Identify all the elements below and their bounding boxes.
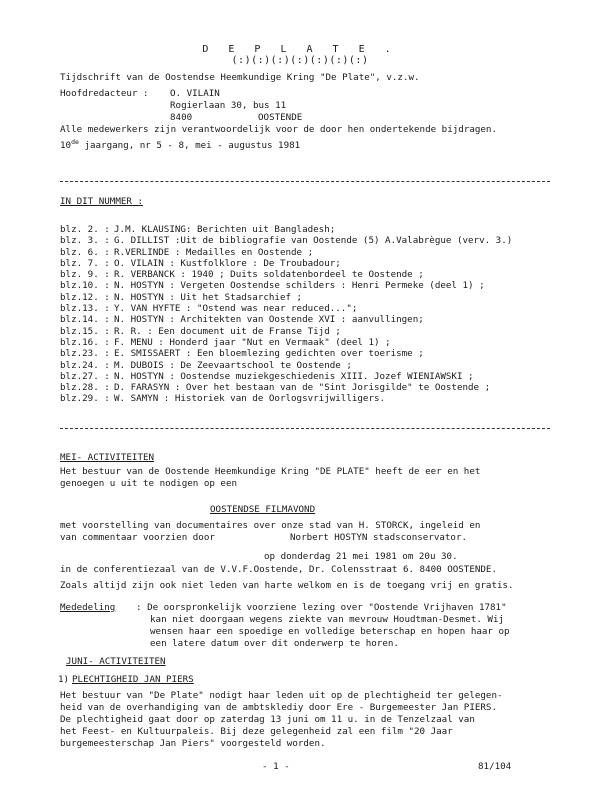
contents-item-text: M. DUBOIS : De Zeevaartschool te Oostende ; bbox=[114, 359, 352, 371]
event-desc-line2a: van commentaar voorzien door bbox=[60, 532, 215, 543]
contents-item bbox=[60, 247, 560, 258]
contents-item bbox=[60, 292, 560, 303]
contents-item-text: N. HOSTYN : Uit het Stadsarchief ; bbox=[114, 291, 303, 303]
contents-item bbox=[60, 224, 560, 235]
contents-item-text: N. HOSTYN : Oostendse muziekgeschiedenis XIII. Jozef WIENIAWSKI ; bbox=[114, 370, 474, 382]
june-line3: De plechtigheid gaat door op zaterdag 13 juni om 11 u. in de Tenzelzaal van bbox=[60, 714, 475, 725]
contents-item-text: N. HOSTYN : Architekten van Oostende XVI : aanvullingen; bbox=[114, 314, 424, 326]
contents-item-text: R.VERLINDE : Medailles en Oostende ; bbox=[114, 246, 314, 258]
contents-item bbox=[60, 235, 560, 246]
contents-item bbox=[60, 326, 560, 337]
contents-item-text: N. HOSTYN : Vergeten Oostendse schilders : Henri Permeke (deel 1) ; bbox=[114, 280, 485, 292]
contents-item-page: blz.10. : bbox=[60, 280, 110, 292]
event-date: op donderdag 21 mei 1981 om 20u 30. bbox=[264, 551, 458, 562]
contents-item-text: G. DILLIST :Uit de bibliografie van Oostende (5) A.Valabrègue (verv. 3.) bbox=[114, 235, 513, 247]
separator-middle bbox=[60, 428, 550, 429]
contents-item-page: blz.28. : bbox=[60, 382, 110, 394]
editor-name: O. VILAIN bbox=[170, 88, 220, 99]
footer-issue-code: 81/104 bbox=[478, 761, 512, 772]
volume-line bbox=[60, 137, 300, 151]
contents-item-text: D. FARASYN : Over het bestaan van de "Sint Jorisgilde" te Oostende ; bbox=[114, 382, 491, 394]
notice-line4: een latere datum over dit onderwerp te horen. bbox=[150, 638, 399, 649]
editor-address: Rogierlaan 30, bus 11 bbox=[170, 100, 287, 111]
contents-item bbox=[60, 393, 560, 404]
contents-item-text: F. MENU : Honderd jaar "Nut en Vermaak" (deel 1) ; bbox=[114, 336, 391, 348]
event-desc-line2b: Norbert HOSTYN stadsconservator. bbox=[290, 532, 468, 543]
volume-details: jaargang, nr 5 - 8, mei - augustus 1981 bbox=[78, 140, 301, 151]
contents-item-page: blz. 6. : bbox=[60, 246, 110, 258]
contents-item-page: blz.14. : bbox=[60, 314, 110, 326]
masthead-title: D E P L A T E . bbox=[202, 44, 398, 55]
contents-item bbox=[60, 258, 560, 269]
june-activities-heading: JUNI- ACTIVITEITEN bbox=[66, 656, 166, 667]
contents-item bbox=[60, 348, 560, 359]
separator-top bbox=[60, 181, 550, 182]
masthead bbox=[0, 44, 600, 66]
contents-item-page: blz.16. : bbox=[60, 336, 110, 348]
contents-item-page: blz. 2. : bbox=[60, 224, 110, 235]
contents-item bbox=[60, 314, 560, 325]
contents-item-text: R. R. : Een document uit de Franse Tijd ; bbox=[114, 325, 341, 337]
notice-line2: kan niet doorgaan wegens ziekte van mevrouw Houdtman-Desmet. Wij bbox=[150, 614, 505, 625]
june-line2: heid van de overhandiging van de ambtsklediy door Ere - Burgemeester Jan PIERS. bbox=[60, 702, 497, 713]
contents-item-page: blz. 3. : bbox=[60, 235, 110, 247]
volume-number: 10 bbox=[60, 140, 72, 151]
contents-item bbox=[60, 337, 560, 348]
notice-line1: : De oorspronkelijk voorziene lezing over "Oostende Vrijhaven 1781" bbox=[136, 602, 507, 613]
contents-item-page: blz.29. : bbox=[60, 393, 110, 405]
contents-item-page: blz.24. : bbox=[60, 359, 110, 371]
footer-page-number: - 1 - bbox=[262, 761, 290, 772]
june-line1: Het bestuur van "De Plate" nodigt haar leden uit op de plechtigheid ter gelegen- bbox=[60, 690, 503, 701]
may-activities-heading: MEI- ACTIVITEITEN bbox=[60, 452, 155, 463]
june-line5: burgemeesterschap Jan Piers" voorgesteld worden. bbox=[60, 738, 326, 749]
contents-item bbox=[60, 371, 560, 382]
contents-item bbox=[60, 382, 560, 393]
contents-item-page: blz. 9. : bbox=[60, 269, 110, 281]
editor-city: OOSTENDE bbox=[258, 112, 303, 123]
contents-item-text: E. SMISSAERT : Een bloemlezing gedichten over toerisme ; bbox=[114, 348, 424, 360]
contents-item-text: R. VERBANCK : 1940 ; Duits soldatenbordeel te Oostende ; bbox=[114, 269, 424, 281]
may-intro-line1: Het bestuur van de Oostende Heemkundige Kring "DE PLATE" heeft de eer en het bbox=[60, 466, 481, 477]
contents-item bbox=[60, 280, 560, 291]
event-title: OOSTENDSE FILMAVOND bbox=[210, 504, 316, 515]
contents-item-page: blz.13. : bbox=[60, 303, 110, 315]
contents-item-text: W. SAMYN : Historiek van de Oorlogsvrijwilligers. bbox=[114, 393, 386, 405]
masthead-subtitle: (:)(:)(:)(:)(:)(:)(:) bbox=[231, 55, 369, 66]
contents-item bbox=[60, 303, 560, 314]
contents-item bbox=[60, 269, 560, 280]
event-welcome: Zoals altijd zijn ook niet leden van harte welkom en is de toegang vrij en gratis. bbox=[60, 580, 514, 591]
editor-postcode: 8400 bbox=[170, 112, 193, 123]
contents-item-page: blz.12. : bbox=[60, 291, 110, 303]
contents-item bbox=[60, 360, 560, 371]
contents-item-text: J.M. KLAUSING: Berichten uit Bangladesh; bbox=[114, 224, 336, 235]
contents-item-page: blz. 7. : bbox=[60, 257, 110, 269]
contents-item-text: Y. VAN HYFTE : "Ostend was near reduced..."; bbox=[114, 303, 358, 315]
contents-heading: IN DIT NUMMER : bbox=[60, 196, 143, 207]
notice-label: Mededeling bbox=[60, 602, 116, 613]
june-line4: het Feest- en Kultuurpaleis. Bij deze gelegenheid zal een film "20 Jaar bbox=[60, 726, 453, 737]
contents-list bbox=[60, 224, 560, 405]
publisher-line: Tijdschrift van de Oostendse Heemkundige Kring "De Plate", v.z.w. bbox=[60, 72, 420, 83]
volume-suffix: de bbox=[71, 138, 79, 146]
june-item-number: 1) bbox=[58, 674, 70, 685]
contents-item-page: blz.15. : bbox=[60, 325, 110, 337]
notice-line3: wensen haar een spoedige en volledige beterschap en hopen haar op bbox=[150, 626, 510, 637]
event-venue: in de conferentiezaal van de V.V.F.Oostende, Dr. Colensstraat 6. 8400 OOSTENDE. bbox=[60, 564, 497, 575]
contents-item-page: blz.23. : bbox=[60, 348, 110, 360]
event-desc-line1: met voorstelling van documentaires over onze stad van H. STORCK, ingeleid en bbox=[60, 520, 481, 531]
contents-item-text: O. VILAIN : Kustfolklore : De Troubadour; bbox=[114, 257, 341, 269]
editor-label: Hoofdredacteur : bbox=[60, 88, 149, 99]
june-item-title: PLECHTIGHEID JAN PIERS bbox=[72, 674, 194, 685]
may-intro-line2: genoegen u uit te nodigen op een bbox=[60, 478, 238, 489]
responsibility-line: Alle medewerkers zijn verantwoordelijk voor de door hen ondertekende bijdragen. bbox=[60, 124, 497, 135]
contents-item-page: blz.27. : bbox=[60, 370, 110, 382]
